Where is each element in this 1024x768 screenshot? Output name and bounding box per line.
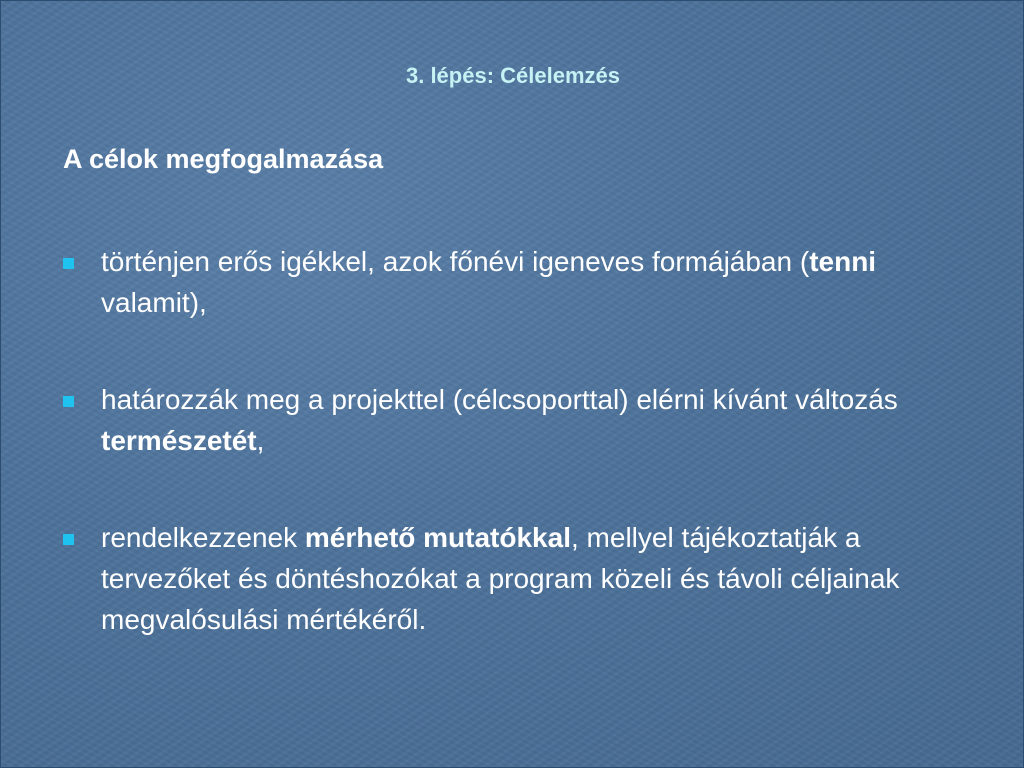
bullet-emphasis: mérhető mutatókkal bbox=[304, 522, 571, 553]
bullet-item bbox=[63, 241, 963, 323]
bullet-item bbox=[63, 379, 963, 461]
bullet-text: történjen erős igékkel, azok főnévi igeneves formájában ( bbox=[101, 246, 810, 277]
bullet-text: , mellyel tájékoztatják a tervezőket és döntéshozókat a program közeli és távoli céljainak megvalósulási mértékéről. bbox=[101, 522, 900, 635]
slide-title: 3. lépés: Célelemzés bbox=[405, 63, 620, 88]
bullet-text: valamit), bbox=[101, 287, 207, 318]
bullet-text: , bbox=[256, 425, 265, 456]
bullet-list bbox=[63, 241, 963, 640]
bullet-text: határozzák meg a projekttel (célcsoporttal) elérni kívánt változás bbox=[101, 384, 898, 415]
slide-subtitle: A célok megfogalmazása bbox=[63, 144, 384, 174]
bullet-text: rendelkezzenek bbox=[101, 522, 305, 553]
bullet-emphasis: tenni bbox=[809, 246, 877, 277]
square-bullet-icon bbox=[63, 396, 74, 407]
bullet-item bbox=[63, 517, 963, 640]
square-bullet-icon bbox=[63, 258, 74, 269]
square-bullet-icon bbox=[63, 534, 74, 545]
bullet-emphasis: természetét bbox=[101, 425, 257, 456]
